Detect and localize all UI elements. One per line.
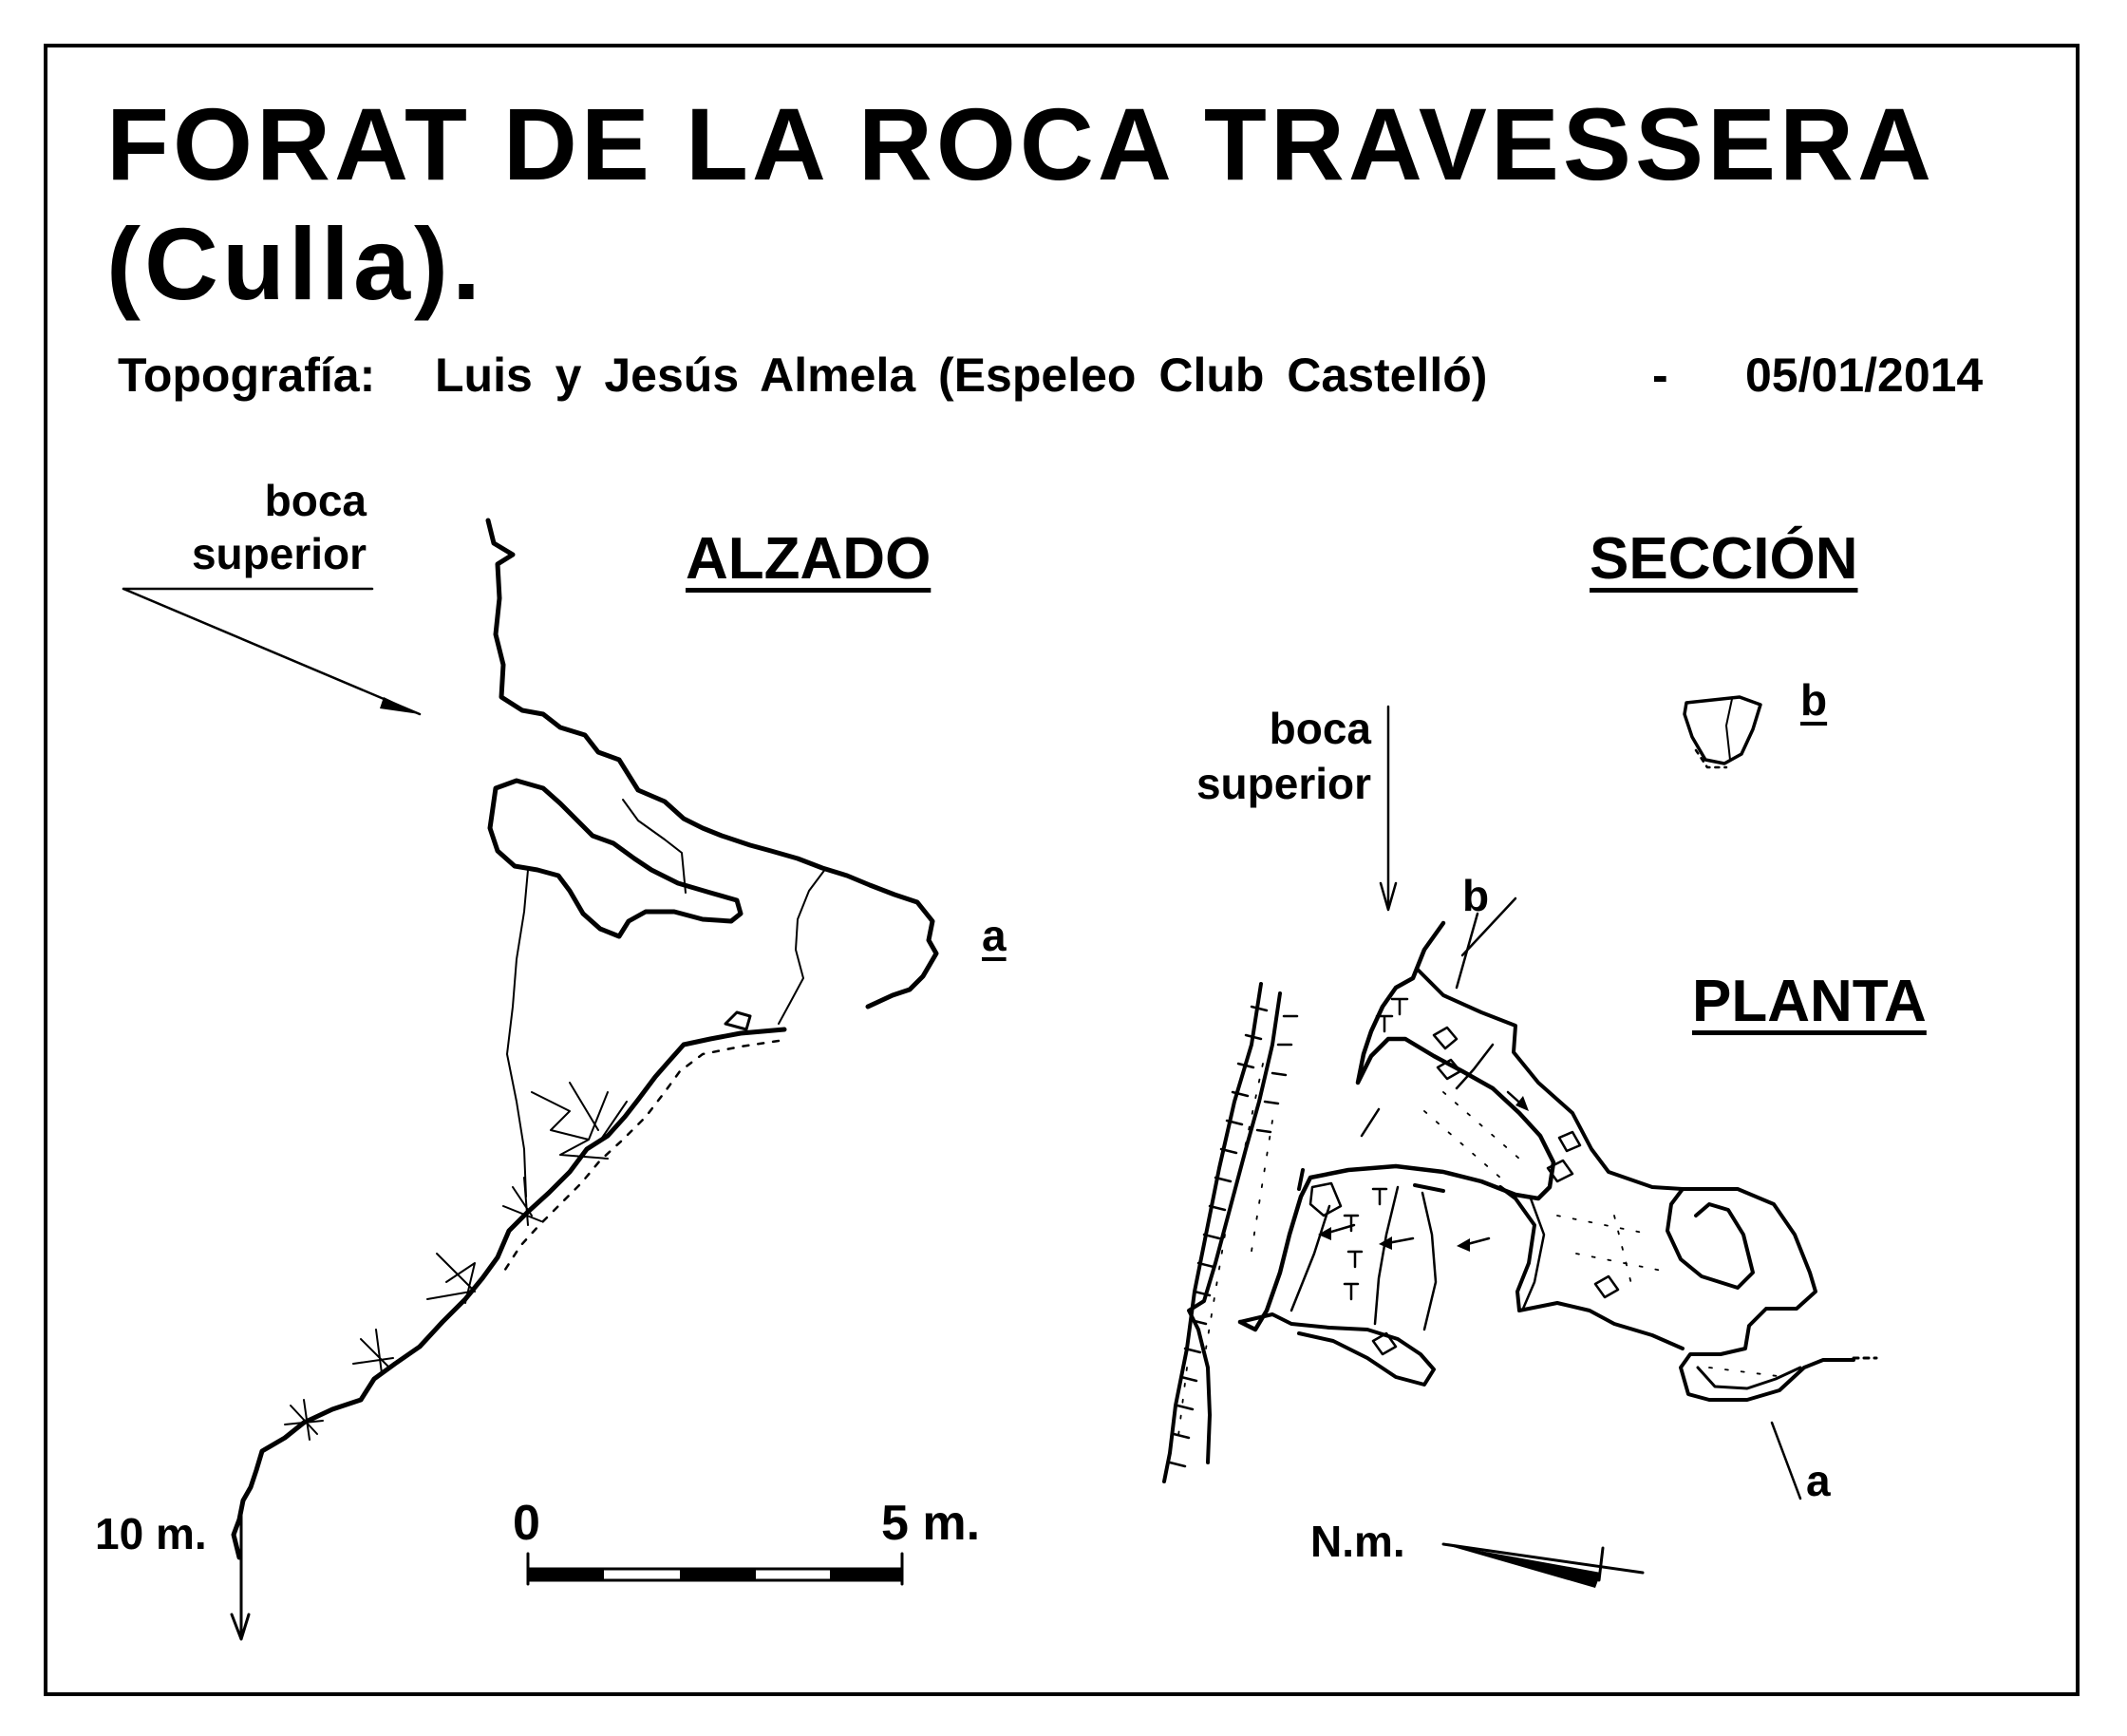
alzado-boca-leader [123, 589, 420, 714]
depth-scale-label: 10 m. [95, 1509, 207, 1558]
alzado-vegetation-4 [353, 1330, 393, 1373]
alzado-heading: ALZADO [686, 526, 932, 592]
planta-label-a: a [1806, 1456, 1831, 1505]
seccion-label-b: b [1800, 675, 1828, 725]
alzado-boca-label-2: superior [191, 529, 367, 578]
planta-ring-3 [1422, 1193, 1436, 1330]
planta-break-mark [1362, 1109, 1379, 1136]
planta-ring-2 [1375, 1187, 1398, 1324]
seccion-b-outline [1685, 697, 1760, 767]
alzado-floor-line [234, 1029, 784, 1557]
planta-upper-passage [1240, 923, 1553, 1330]
north-arrow [1443, 1544, 1643, 1588]
north-label: N.m. [1310, 1517, 1405, 1566]
planta-ring-5 [1291, 1206, 1329, 1311]
credits-separator: - [1652, 349, 1668, 402]
planta-a-section-line [1772, 1423, 1800, 1499]
planta-upper-passage-right [1417, 969, 1854, 1400]
planta-right-alcove [1667, 1189, 1753, 1288]
alzado-floor-debris [503, 1041, 779, 1273]
planta-main-chamber-bottom [1299, 1170, 1683, 1349]
planta-label-b: b [1462, 871, 1490, 920]
planta-ring-1 [1457, 1045, 1493, 1088]
planta-boca-label-1: boca [1269, 704, 1371, 753]
alzado-ceiling-line [488, 520, 936, 1007]
planta-heading: PLANTA [1692, 969, 1927, 1034]
planta-boulder-5 [1595, 1276, 1618, 1297]
planta-boulder-7 [1310, 1183, 1341, 1216]
credits-authors: Luis y Jesús Almela (Espeleo Club Castelló) [435, 349, 1488, 402]
planta-plan [1164, 707, 1876, 1499]
alzado-upper-chamber [490, 781, 741, 936]
planta-step-markers [1345, 999, 1407, 1299]
scale-bar [528, 1554, 902, 1584]
alzado-label-a: a [982, 911, 1007, 960]
alzado-rock [725, 1012, 750, 1029]
scale-end-label: 5 m. [881, 1496, 981, 1551]
scale-start-label: 0 [513, 1496, 540, 1551]
alzado-boca-arrowhead [380, 697, 420, 714]
credits-label: Topografía: [118, 349, 376, 402]
survey-date: 05/01/2014 [1745, 349, 1984, 402]
planta-boulder-3 [1559, 1132, 1580, 1151]
seccion-heading: SECCIÓN [1590, 526, 1858, 592]
alzado-vegetation-3 [427, 1254, 475, 1303]
planta-inner-wall-hatch [1257, 1016, 1297, 1132]
planta-boca-label-2: superior [1195, 759, 1371, 808]
planta-lower-passage [1240, 1314, 1434, 1385]
alzado-boca-label-1: boca [264, 476, 367, 525]
planta-floor-stipple [1177, 1064, 1785, 1444]
planta-inner-wall [1189, 993, 1280, 1462]
alzado-interior-line-2 [779, 868, 826, 1024]
map-title-line-1: FORAT DE LA ROCA TRAVESSERA [106, 86, 1936, 201]
alzado-profile [123, 520, 936, 1639]
planta-b-section-line [1462, 898, 1515, 955]
planta-boulder-1 [1434, 1028, 1457, 1048]
alzado-vegetation-1 [532, 1083, 627, 1159]
map-title-line-2: (Culla). [106, 206, 484, 321]
alzado-interior-line-3 [507, 870, 528, 1197]
planta-left-wall-hatch [1170, 1007, 1267, 1466]
